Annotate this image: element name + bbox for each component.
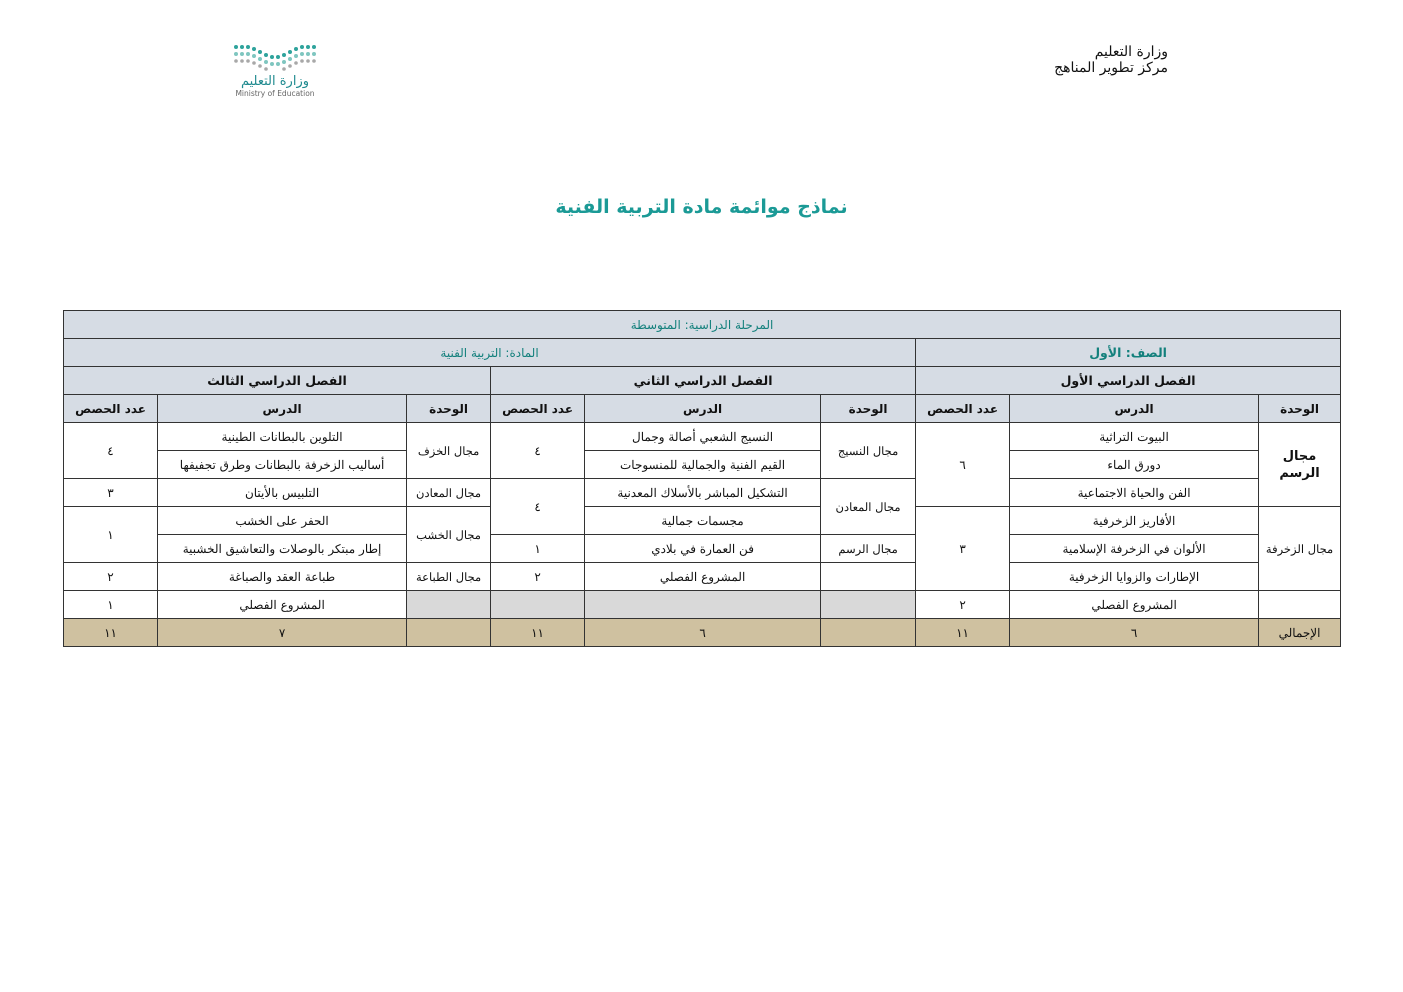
- t1-lesson: الفن والحياة الاجتماعية: [1010, 479, 1259, 507]
- t2-count-header: عدد الحصص: [491, 395, 585, 423]
- t1-total-count: ١١: [916, 619, 1010, 647]
- logo-arabic-text: وزارة التعليم: [240, 74, 310, 89]
- t2-count-empty: [491, 591, 585, 619]
- t2-lesson: القيم الفنية والجمالية للمنسوجات: [585, 451, 821, 479]
- t1-total-lessons: ٦: [1010, 619, 1259, 647]
- header-ministry-block: [1054, 44, 1168, 76]
- t1-lesson-header: الدرس: [1010, 395, 1259, 423]
- subject-cell: المادة: التربية الفنية: [64, 339, 916, 367]
- t2-unit-header: الوحدة: [821, 395, 916, 423]
- column-headers-row: [64, 395, 1341, 423]
- t2-lesson-empty: [585, 591, 821, 619]
- grade-cell: الصف: الأول: [916, 339, 1341, 367]
- t2-count: ٤: [491, 423, 585, 479]
- t3-lesson-header: الدرس: [158, 395, 407, 423]
- logo-dots-icon: [232, 42, 318, 72]
- page-title: نماذج موائمة مادة التربية الفنية: [555, 196, 848, 218]
- t1-count: ٣: [916, 507, 1010, 591]
- t2-lesson-header: الدرس: [585, 395, 821, 423]
- t2-lesson: مجسمات جمالية: [585, 507, 821, 535]
- t1-count-header: عدد الحصص: [916, 395, 1010, 423]
- t3-unit-pottery: مجال الخزف: [407, 423, 491, 479]
- term-3-header: الفصل الدراسي الثالث: [64, 367, 491, 395]
- t1-lesson: البيوت التراثية: [1010, 423, 1259, 451]
- t2-count: ٢: [491, 563, 585, 591]
- t2-lesson: فن العمارة في بلادي: [585, 535, 821, 563]
- terms-row: [64, 367, 1341, 395]
- table-row: [64, 507, 1341, 535]
- t1-unit-header: الوحدة: [1259, 395, 1341, 423]
- t1-count: ٢: [916, 591, 1010, 619]
- t2-count: ١: [491, 535, 585, 563]
- table-row: [64, 451, 1341, 479]
- header-center: مركز تطوير المناهج: [1054, 60, 1168, 76]
- t3-count: ٤: [64, 423, 158, 479]
- t3-lesson: أساليب الزخرفة بالبطانات وطرق تجفيفها: [158, 451, 407, 479]
- t3-lesson: الحفر على الخشب: [158, 507, 407, 535]
- t1-lesson: الإطارات والزوايا الزخرفية: [1010, 563, 1259, 591]
- t3-unit-metals: مجال المعادن: [407, 479, 491, 507]
- t3-unit-printing: مجال الطباعة: [407, 563, 491, 591]
- logo-english-text: Ministry of Education: [235, 89, 315, 98]
- t3-count-header: عدد الحصص: [64, 395, 158, 423]
- term-2-header: الفصل الدراسي الثاني: [491, 367, 916, 395]
- t3-lesson: التلبيس بالأيتان: [158, 479, 407, 507]
- t2-unit-empty: [821, 591, 916, 619]
- t3-unit-empty: [407, 591, 491, 619]
- header-ministry: وزارة التعليم: [1094, 44, 1168, 60]
- t1-count: ٦: [916, 423, 1010, 507]
- table-row: [64, 535, 1341, 563]
- t1-unit-decoration: مجال الزخرفة: [1259, 507, 1341, 591]
- ministry-logo: [228, 42, 318, 112]
- t1-unit-empty: [1259, 591, 1341, 619]
- t3-lesson: المشروع الفصلي: [158, 591, 407, 619]
- grade-subject-row: [64, 339, 1341, 367]
- t3-unit-wood: مجال الخشب: [407, 507, 491, 563]
- t2-total-count: ١١: [491, 619, 585, 647]
- t2-unit-empty: [821, 563, 916, 591]
- t1-lesson: دورق الماء: [1010, 451, 1259, 479]
- totals-row: [64, 619, 1341, 647]
- t2-lesson: المشروع الفصلي: [585, 563, 821, 591]
- totals-label: الإجمالي: [1259, 619, 1341, 647]
- t3-total-lessons: ٧: [158, 619, 407, 647]
- t3-total-unit-empty: [407, 619, 491, 647]
- t2-unit-drawing: مجال الرسم: [821, 535, 916, 563]
- stage-cell: المرحلة الدراسية: المتوسطة: [64, 311, 1341, 339]
- t3-lesson: التلوين بالبطانات الطينية: [158, 423, 407, 451]
- t2-total-unit-empty: [821, 619, 916, 647]
- t3-unit-header: الوحدة: [407, 395, 491, 423]
- t1-lesson: المشروع الفصلي: [1010, 591, 1259, 619]
- table-row: [64, 423, 1341, 451]
- t2-lesson: النسيج الشعبي أصالة وجمال: [585, 423, 821, 451]
- stage-row: [64, 311, 1341, 339]
- curriculum-table: [63, 310, 1341, 647]
- t3-lesson: طباعة العقد والصباغة: [158, 563, 407, 591]
- t1-unit-drawing: مجال الرسم: [1259, 423, 1341, 507]
- table-row: [64, 563, 1341, 591]
- t2-total-lessons: ٦: [585, 619, 821, 647]
- t3-count: ٣: [64, 479, 158, 507]
- t3-count: ٢: [64, 563, 158, 591]
- t3-count: ١: [64, 591, 158, 619]
- table-row: [64, 479, 1341, 507]
- t2-unit-weaving: مجال النسيج: [821, 423, 916, 479]
- term-1-header: الفصل الدراسي الأول: [916, 367, 1341, 395]
- t3-count: ١: [64, 507, 158, 563]
- t2-unit-metals: مجال المعادن: [821, 479, 916, 535]
- t1-lesson: الألوان في الزخرفة الإسلامية: [1010, 535, 1259, 563]
- t2-count: ٤: [491, 479, 585, 535]
- table-row: [64, 591, 1341, 619]
- t3-total-count: ١١: [64, 619, 158, 647]
- t2-lesson: التشكيل المباشر بالأسلاك المعدنية: [585, 479, 821, 507]
- t1-lesson: الأفاريز الزخرفية: [1010, 507, 1259, 535]
- t3-lesson: إطار مبتكر بالوصلات والتعاشيق الخشبية: [158, 535, 407, 563]
